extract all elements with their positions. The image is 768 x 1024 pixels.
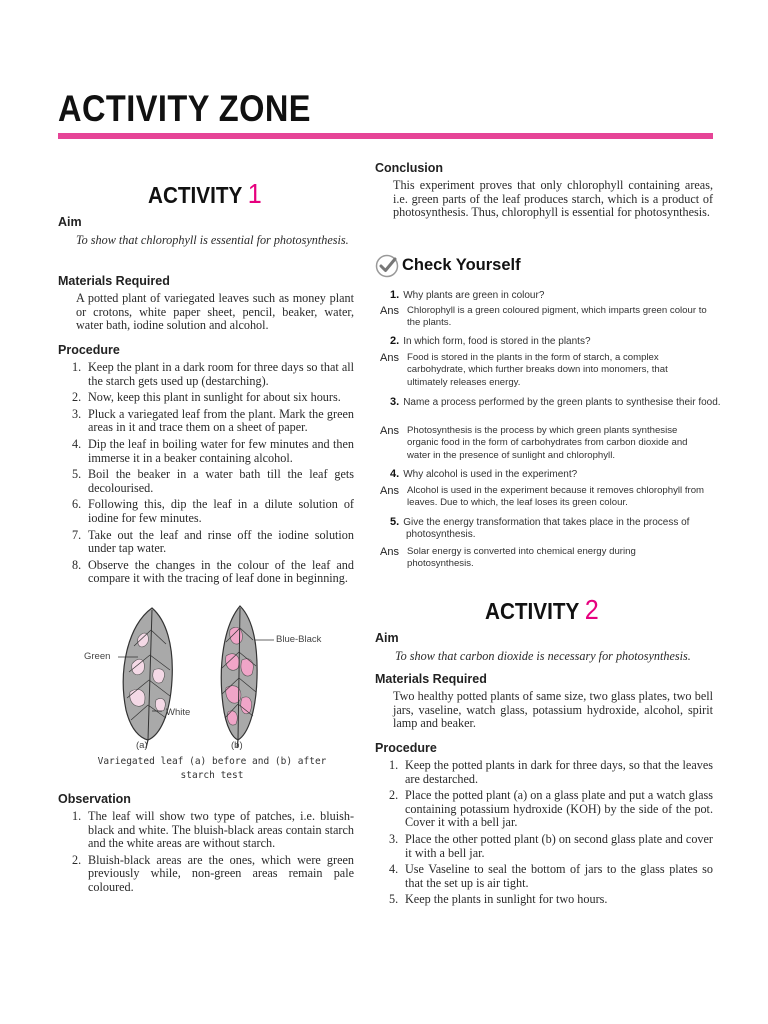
list-item: 2. Bluish-black areas are the ones, which were green previously while, non-green areas remain pale coloured.	[72, 852, 354, 894]
aim-2-text: To show that carbon dioxide is necessary for photosynthesis.	[395, 649, 691, 663]
list-item: 4. Use Vaseline to seal the bottom of jars to the glass plates so that the set up is air tight.	[389, 862, 713, 890]
aim-heading: Aim	[58, 215, 82, 229]
checkmark-icon	[375, 254, 399, 278]
aim-text: To show that chlorophyll is essential for photosynthesis.	[76, 233, 349, 247]
list-item: 3. Pluck a variegated leaf from the plant. Mark the green areas in it and trace them on a sheet of paper.	[72, 406, 354, 435]
figure-caption: Variegated leaf (a) before and (b) after starch test	[97, 756, 327, 781]
list-item: 5. Boil the beaker in a water bath till the leaf gets decolourised.	[72, 467, 354, 495]
activity-1-heading	[148, 178, 262, 210]
list-item: 1. Keep the plant in a dark room for three days so that all the starch gets used up (destarching).	[72, 360, 355, 388]
observation-list	[72, 810, 354, 898]
list-item: 3. Place the other potted plant (b) on second glass plate and cover it with a bell jar.	[389, 831, 713, 860]
list-item: 5. Keep the plants in sunlight for two hours.	[389, 892, 608, 907]
list-item: 6. Following this, dip the leaf in a dilute solution of iodine for few minutes.	[72, 497, 354, 525]
activity-2-heading	[485, 594, 599, 626]
label-a: (a)	[136, 740, 148, 751]
question-4: 4. Why alcohol is used in the experiment?	[390, 468, 578, 480]
procedure-2-list	[389, 759, 713, 910]
question-5: 5. Give the energy transformation that takes place in the process of photosynthesis.	[390, 516, 690, 541]
list-item: 1. The leaf will show two type of patches, i.e. bluish-black and white. The bluish-black areas contain starch and the white areas are without starch.	[72, 809, 354, 851]
question-3: 3. Name a process performed by the green plants to synthesise their food.	[390, 396, 721, 408]
observation-heading: Observation	[58, 792, 131, 806]
activity-1-label: ACTIVITY	[148, 182, 242, 208]
answer-3: Ans Photosynthesis is the process by which green plants synthesise organic food in the form of carbohydrates from carbon dioxide and water in the presence of sunlight and chlorophyll.	[380, 425, 688, 461]
question-2: 2. In which form, food is stored in the plants?	[390, 335, 591, 347]
question-1: 1. Why plants are green in colour?	[390, 289, 545, 301]
answer-5: Ans Solar energy is converted into chemical energy during photosynthesis.	[380, 546, 636, 570]
label-blue-black: Blue-Black	[276, 634, 322, 645]
activity-2-number: 2	[584, 594, 599, 625]
materials-2-text: Two healthy potted plants of same size, two glass plates, two bell jars, vaseline, watch glass, potassium hydroxide, alcohol, spirit lamp and beaker.	[393, 689, 713, 731]
list-item: 2. Place the potted plant (a) on a glass plate and put a watch glass containing potassium hydroxide (KOH) by the side of the pot. Cover it with a bell jar.	[389, 788, 713, 830]
aim-2-heading: Aim	[375, 631, 399, 645]
label-green: Green	[84, 651, 111, 662]
list-item: 8. Observe the changes in the colour of the leaf and compare it with the tracing of leaf done in beginning.	[72, 557, 354, 586]
activity-2-label: ACTIVITY	[485, 598, 579, 624]
leaf-b	[221, 606, 257, 748]
list-item: 1. Keep the potted plants in dark for three days, so that the leaves are destarched.	[389, 758, 713, 786]
conclusion-heading: Conclusion	[375, 161, 444, 175]
leaf-a	[123, 608, 172, 748]
conclusion-text: This experiment proves that only chlorophyll containing areas, i.e. green parts of the leaf produces starch, which is a product of photosynthesis. Thus, chlorophyll is essential for photosynthesis.	[393, 178, 713, 220]
variegated-leaf-figure	[58, 600, 354, 750]
list-item: 2. Now, keep this plant in sunlight for about six hours.	[72, 390, 341, 405]
materials-text: A potted plant of variegated leaves such as money plant or crotons, white paper sheet, pencil, beaker, water, water bath, iodine solution and alcohol.	[76, 291, 354, 333]
materials-heading: Materials Required	[58, 274, 170, 288]
page-title: ACTIVITY ZONE	[58, 88, 311, 129]
procedure-2-heading: Procedure	[375, 741, 437, 755]
answer-4: Ans Alcohol is used in the experiment because it removes chlorophyll from leaves. Due to which, the leaf loses its green colour.	[380, 485, 705, 509]
list-item: 4. Dip the leaf in boiling water for few minutes and then immerse it in a beaker containing alcohol.	[72, 436, 354, 465]
materials-2-heading: Materials Required	[375, 672, 487, 686]
answer-2: Ans Food is stored in the plants in the form of starch, a complex carbohydrate, which further breaks down into monomers, that ultimately releases energy.	[380, 352, 668, 388]
procedure-list	[72, 361, 354, 589]
answer-1: Ans Chlorophyll is a green coloured pigment, which imparts green colour to the plants.	[380, 305, 707, 329]
title-underline	[58, 133, 713, 139]
check-yourself-title: Check Yourself	[402, 256, 521, 274]
procedure-heading: Procedure	[58, 343, 120, 357]
label-b: (b)	[231, 740, 243, 751]
label-white: White	[166, 707, 191, 718]
activity-1-number: 1	[247, 178, 262, 209]
list-item: 7. Take out the leaf and rinse off the iodine solution under tap water.	[72, 527, 354, 556]
